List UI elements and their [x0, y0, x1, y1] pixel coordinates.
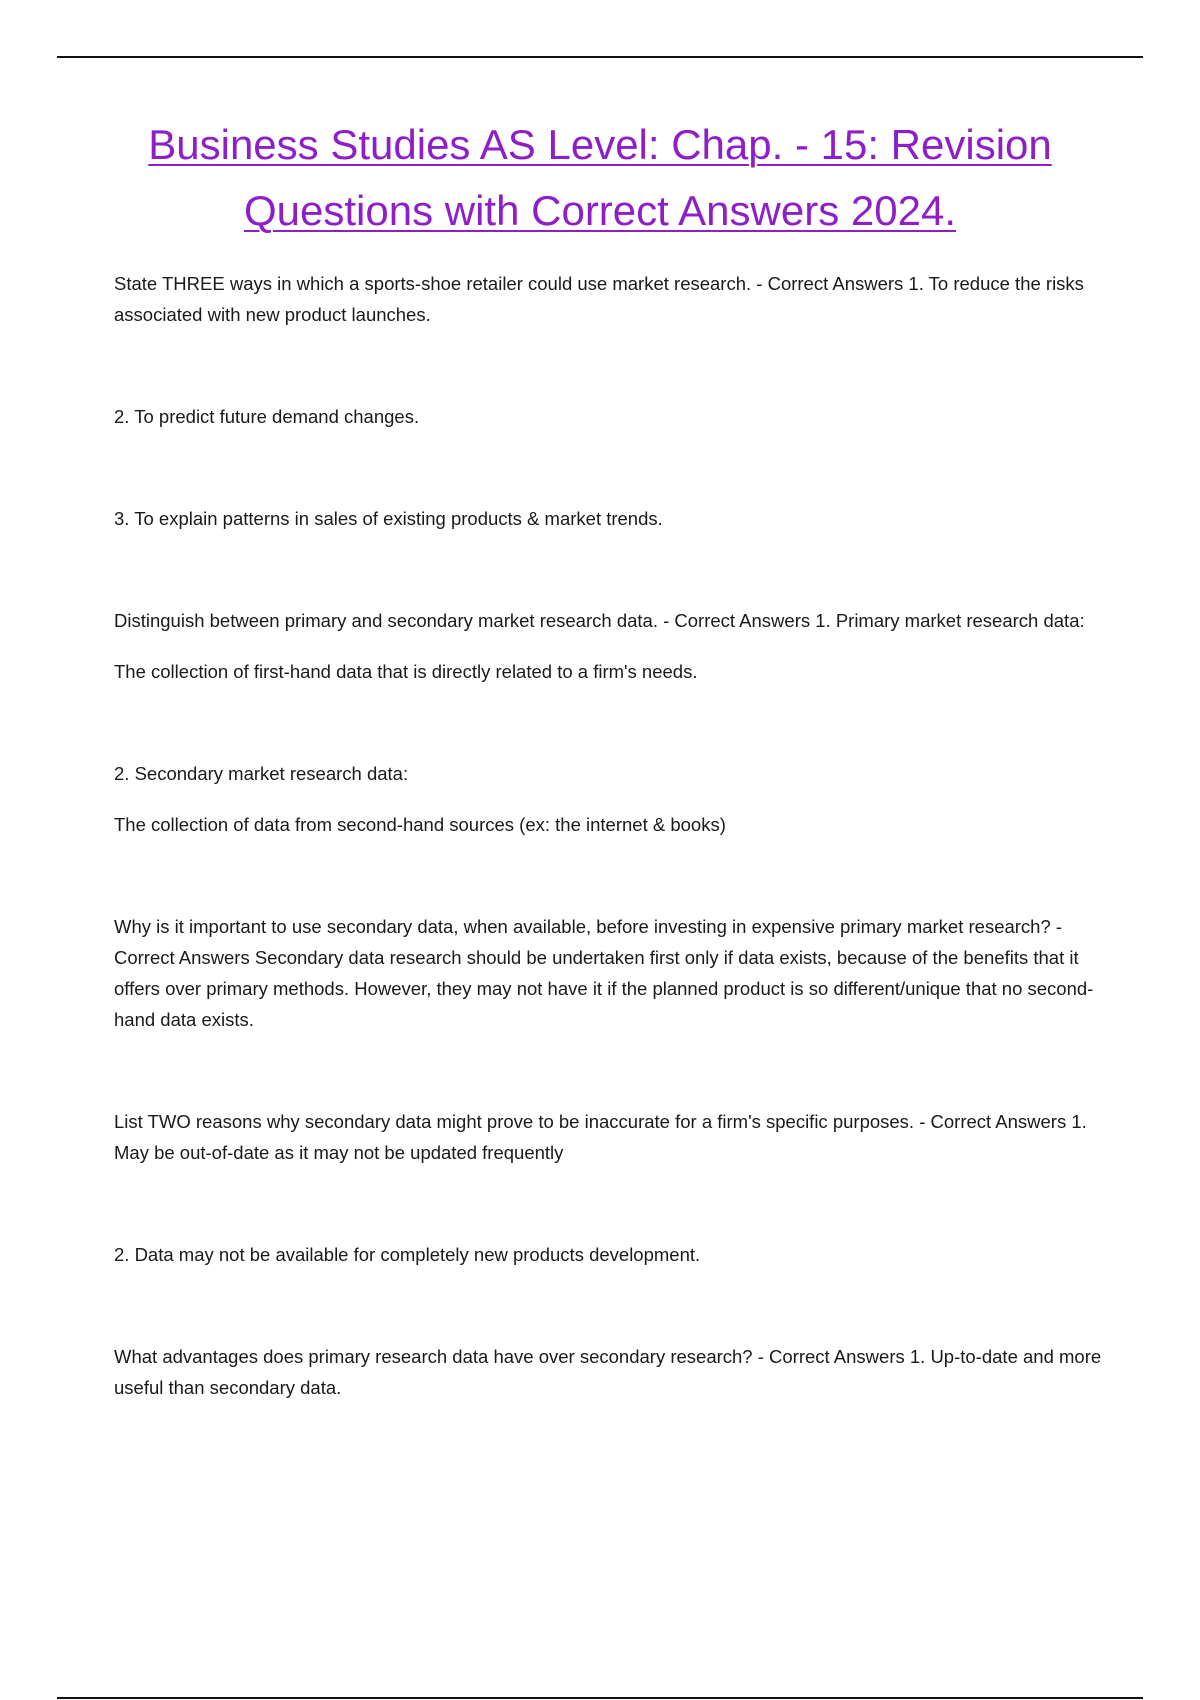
- question-1-answer-3: 3. To explain patterns in sales of existing products & market trends.: [114, 508, 663, 529]
- document-body: [114, 268, 1126, 1403]
- question-3: Why is it important to use secondary data, when available, before investing in expensive primary market research? - Correct Answers Secondary data research should be undertaken first only if data exists, because of the benefits that it offers over primary methods. However, they may not have it if the planned product is so different/unique that no second-hand data exists.: [114, 916, 1094, 1030]
- document-title: Business Studies AS Level: Chap. - 15: Revision Questions with Correct Answers 2024.: [148, 121, 1052, 234]
- question-2-answer-1-definition: The collection of first-hand data that is directly related to a firm's needs.: [114, 661, 698, 682]
- question-1: State THREE ways in which a sports-shoe retailer could use market research. - Correct Answers 1. To reduce the risks associated with new product launches.: [114, 273, 1084, 325]
- question-2-answer-2-definition: The collection of data from second-hand sources (ex: the internet & books): [114, 814, 726, 835]
- question-1-answer-2: 2. To predict future demand changes.: [114, 406, 420, 427]
- question-4: List TWO reasons why secondary data might prove to be inaccurate for a firm's specific purposes. - Correct Answers 1. May be out-of-date as it may not be updated frequently: [114, 1111, 1087, 1163]
- question-2: Distinguish between primary and secondary market research data. - Correct Answers 1. Primary market research data:: [114, 610, 1085, 631]
- question-2-answer-2: 2. Secondary market research data:: [114, 763, 409, 784]
- top-rule: [57, 56, 1143, 58]
- question-5: What advantages does primary research data have over secondary research? - Correct Answers 1. Up-to-date and more useful than secondary data.: [114, 1346, 1102, 1398]
- question-4-answer-2: 2. Data may not be available for completely new products development.: [114, 1244, 701, 1265]
- bottom-rule: [57, 1697, 1143, 1699]
